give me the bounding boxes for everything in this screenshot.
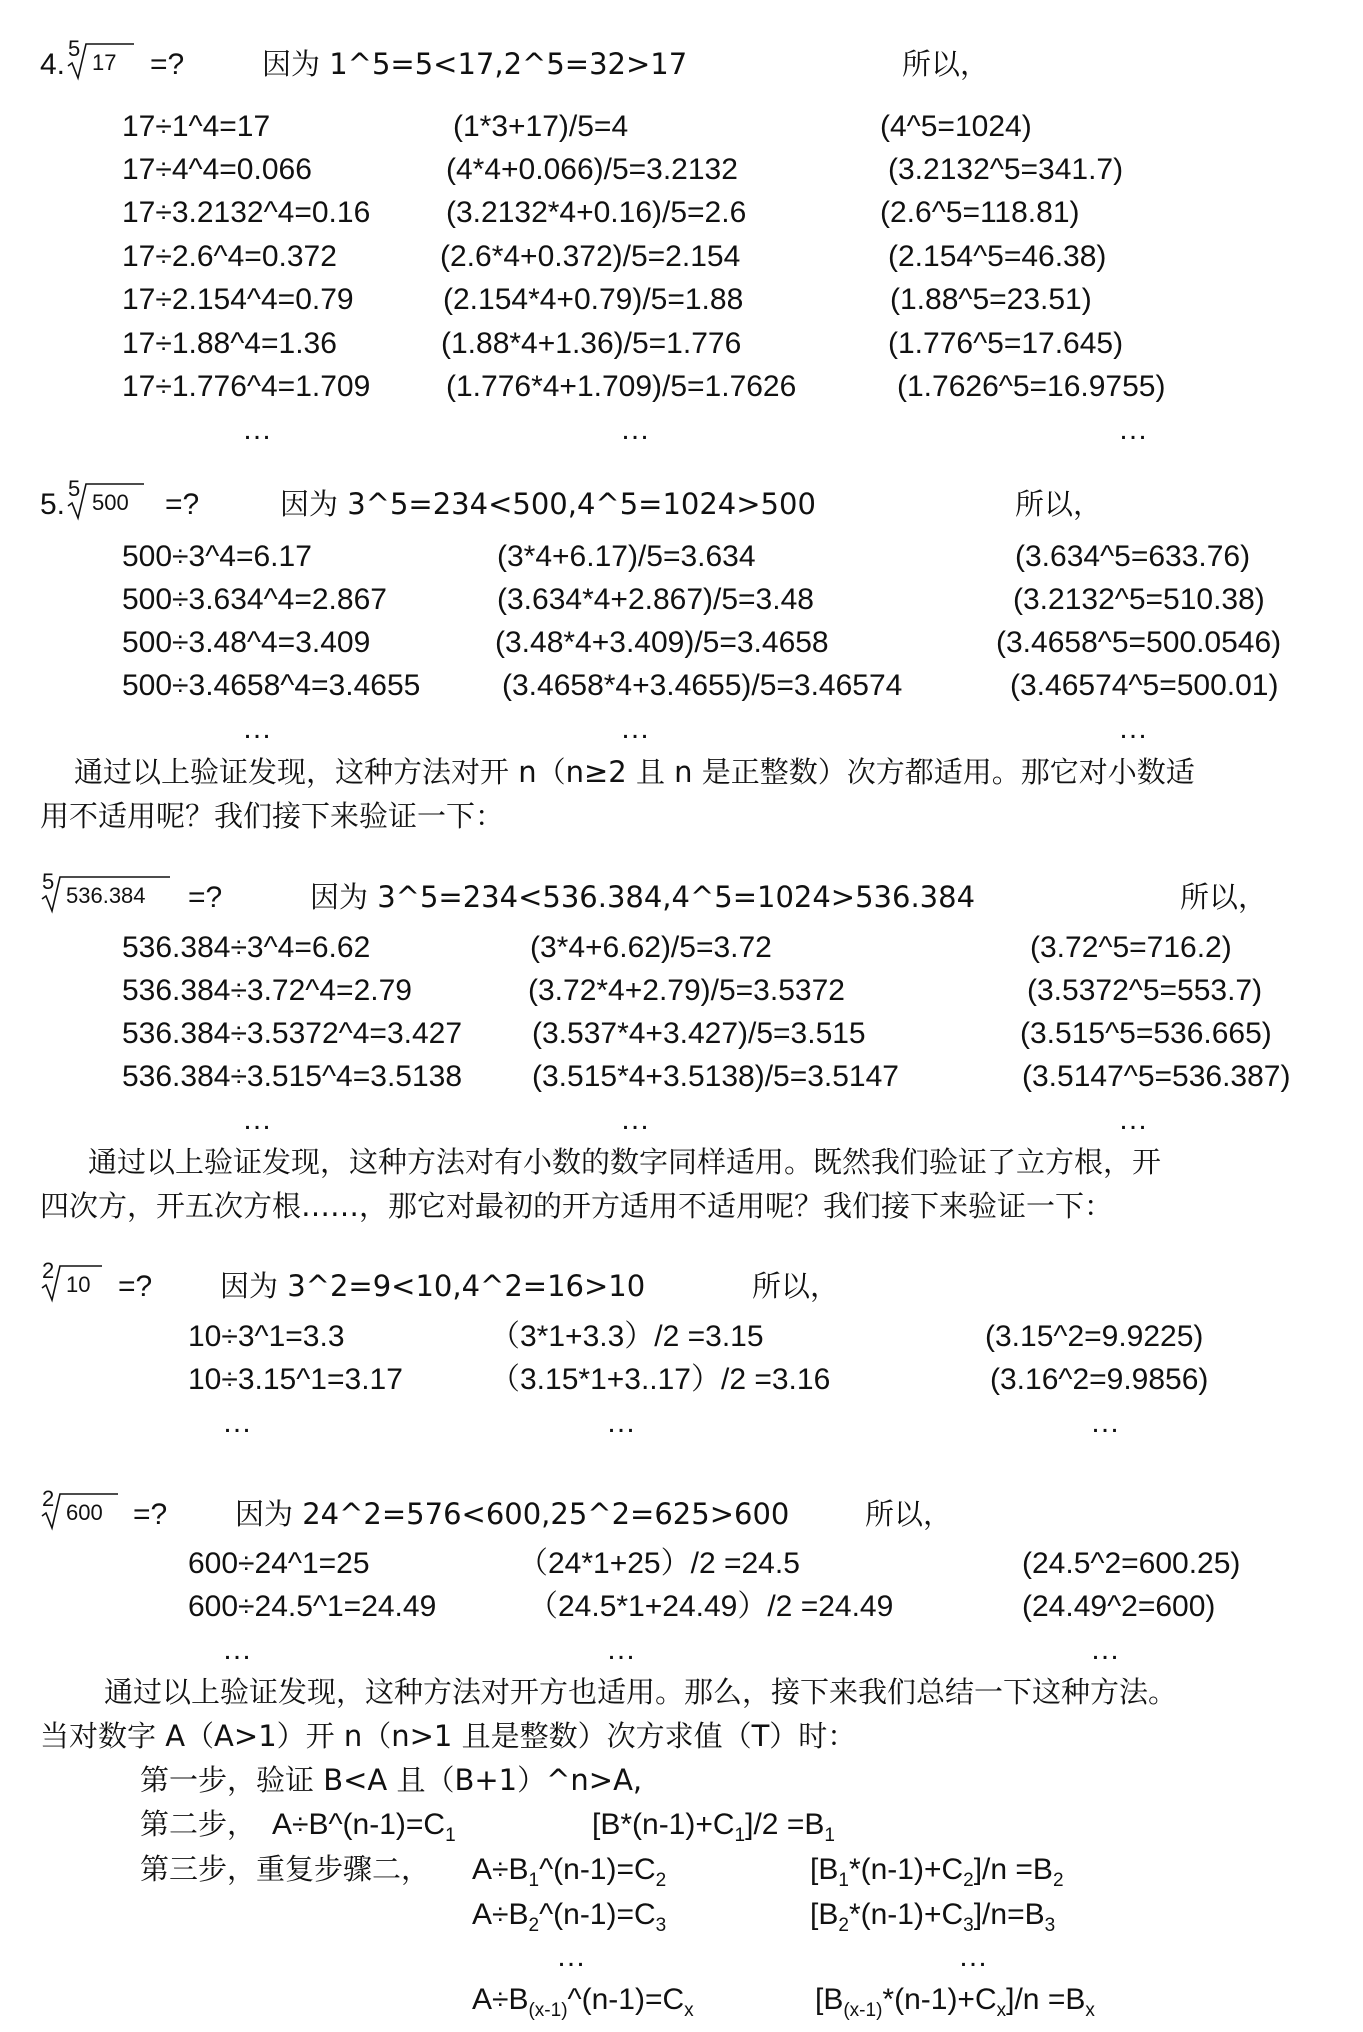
ex5-row1-division: 500÷3^4=6.17: [122, 540, 312, 573]
ex5-row2-division: 500÷3.634^4=2.867: [122, 583, 387, 616]
ex7-ellipsis-1: …: [222, 1406, 252, 1439]
ex7-radicand: 10: [66, 1272, 91, 1297]
ex7-row1-average: （3*1+3.3）/2 =3.15: [490, 1320, 764, 1353]
ex6-ellipsis-2: …: [620, 1103, 650, 1136]
ex4-radicand: 17: [92, 50, 117, 75]
ex4-equals-question: =?: [150, 48, 185, 81]
ex7-row2-average: （3.15*1+3..17）/2 =3.16: [490, 1363, 831, 1396]
ex5-ellipsis-2: …: [620, 712, 650, 745]
ex4-row1-division: 17÷1^4=17: [122, 110, 271, 143]
ex5-radical: [66, 476, 146, 522]
ex6-radical: [40, 869, 172, 915]
ex7-intro: 因为 3^2=9<10,4^2=16>10: [220, 1269, 646, 1303]
ex7-root-index: 2: [42, 1258, 55, 1283]
paragraph-3-line-1: 通过以上验证发现，这种方法对开方也适用。那么，接下来我们总结一下这种方法。: [104, 1675, 1178, 1709]
ex5-row2-average: (3.634*4+2.867)/5=3.48: [497, 583, 814, 616]
ex8-ellipsis-1: …: [222, 1633, 252, 1666]
ex5-row2-check: (3.2132^5=510.38): [1013, 583, 1265, 616]
ex5-row4-check: (3.46574^5=500.01): [1010, 669, 1279, 702]
ex6-row3-check: (3.515^5=536.665): [1020, 1017, 1272, 1050]
step-4-average: $[B_2*(n-1)+C_3]/n=B_3$: [810, 1898, 1056, 1936]
steps-ellipsis-2: …: [958, 1940, 988, 1973]
ex4-row4-check: (2.154^5=46.38): [888, 240, 1107, 273]
ex7-row1-division: 10÷3^1=3.3: [188, 1320, 345, 1353]
ex5-row3-average: (3.48*4+3.409)/5=3.4658: [495, 626, 829, 659]
step-3-label: 第三步，重复步骤二，: [140, 1852, 431, 1886]
ex6-row4-check: (3.5147^5=536.387): [1022, 1060, 1291, 1093]
ex6-row3-division: 536.384÷3.5372^4=3.427: [122, 1017, 463, 1050]
paragraph-2-line-1: 通过以上验证发现，这种方法对有小数的数字同样适用。既然我们验证了立方根，开: [88, 1145, 1162, 1179]
ex8-row2-division: 600÷24.5^1=24.49: [188, 1590, 437, 1623]
ex6-row2-check: (3.5372^5=553.7): [1027, 974, 1263, 1007]
ex4-row5-average: (2.154*4+0.79)/5=1.88: [443, 283, 744, 316]
ex5-row3-check: (3.4658^5=500.0546): [996, 626, 1282, 659]
ex5-root-index: 5: [68, 476, 81, 501]
ex5-ellipsis-1: …: [242, 712, 272, 745]
ex8-root-index: 2: [42, 1486, 55, 1511]
steps-ellipsis-1: …: [556, 1940, 586, 1973]
ex4-number: 4.: [40, 48, 66, 81]
ex4-row6-average: (1.88*4+1.36)/5=1.776: [441, 327, 742, 360]
ex6-radicand: 536.384: [66, 883, 146, 908]
ex8-intro: 因为 24^2=576<600,25^2=625>600: [235, 1497, 790, 1531]
step-5-average: $[B_{(x-1)}*(n-1)+C_x]/n =B_x$: [815, 1983, 1095, 2021]
ex4-row6-check: (1.776^5=17.645): [888, 327, 1124, 360]
ex8-row1-division: 600÷24^1=25: [188, 1547, 370, 1580]
ex4-row5-check: (1.88^5=23.51): [890, 283, 1092, 316]
ex6-row1-average: (3*4+6.62)/5=3.72: [530, 931, 772, 964]
ex4-row1-average: (1*3+17)/5=4: [453, 110, 629, 143]
ex5-row4-division: 500÷3.4658^4=3.4655: [122, 669, 421, 702]
ex6-ellipsis-1: …: [242, 1103, 272, 1136]
step-2-division: $A\div B\^{}(n-1)=C_1$: [272, 1808, 456, 1846]
ex6-equals-question: =?: [188, 881, 223, 914]
ex7-ellipsis-3: …: [1090, 1406, 1120, 1439]
ex7-equals-question: =?: [118, 1270, 153, 1303]
paragraph-1-line-2: 用不适用呢？我们接下来验证一下：: [40, 799, 505, 833]
paragraph-2-line-2: 四次方，开五次方根……，那它对最初的开方适用不适用呢？我们接下来验证一下：: [40, 1189, 1114, 1223]
ex8-row1-average: （24*1+25）/2 =24.5: [518, 1547, 800, 1580]
ex4-row4-division: 17÷2.6^4=0.372: [122, 240, 337, 273]
ex6-row2-average: (3.72*4+2.79)/5=3.5372: [528, 974, 845, 1007]
ex5-intro: 因为 3^5=234<500,4^5=1024>500: [280, 487, 816, 521]
ex4-intro: 因为 1^5=5<17,2^5=32>17: [262, 47, 688, 81]
paragraph-3-line-2: 当对数字 A（A>1）开 n（n>1 且是整数）次方求值（T）时：: [40, 1719, 857, 1753]
ex8-radicand: 600: [66, 1500, 103, 1525]
ex4-row2-division: 17÷4^4=0.066: [122, 153, 312, 186]
ex8-radical: [40, 1486, 120, 1532]
step-2-average: $[B*(n-1)+C_1]/2 =B_1$: [592, 1808, 835, 1846]
step-2-label: 第二步，: [140, 1807, 257, 1841]
ex7-radical: [40, 1258, 104, 1304]
ex5-row3-division: 500÷3.48^4=3.409: [122, 626, 371, 659]
ex4-so: 所以，: [902, 47, 990, 81]
step-3-average: $[B_1*(n-1)+C_2]/n =B_2$: [810, 1853, 1064, 1891]
ex5-ellipsis-3: …: [1118, 712, 1148, 745]
ex4-root-index: 5: [68, 36, 81, 61]
ex8-ellipsis-2: …: [606, 1633, 636, 1666]
ex8-row1-check: (24.5^2=600.25): [1022, 1547, 1241, 1580]
ex4-row7-division: 17÷1.776^4=1.709: [122, 370, 371, 403]
ex5-number: 5.: [40, 488, 66, 521]
ex7-so: 所以，: [752, 1269, 840, 1303]
step-4-division: $A\div B_2\^{}(n-1)=C_3$: [472, 1898, 667, 1936]
ex4-row6-division: 17÷1.88^4=1.36: [122, 327, 337, 360]
ex7-row2-check: (3.16^2=9.9856): [990, 1363, 1209, 1396]
step-3-division: $A\div B_1\^{}(n-1)=C_2$: [472, 1853, 667, 1891]
ex6-row3-average: (3.537*4+3.427)/5=3.515: [532, 1017, 866, 1050]
ex4-row7-check: (1.7626^5=16.9755): [897, 370, 1166, 403]
ex7-row1-check: (3.15^2=9.9225): [985, 1320, 1204, 1353]
ex4-ellipsis-1: …: [242, 413, 272, 446]
ex4-ellipsis-3: …: [1118, 413, 1148, 446]
ex4-row3-average: (3.2132*4+0.16)/5=2.6: [446, 196, 747, 229]
paragraph-1-line-1: 通过以上验证发现，这种方法对开 n（n≥2 且 n 是正整数）次方都适用。那它对小数适: [74, 755, 1195, 789]
ex8-row2-average: （24.5*1+24.49）/2 =24.49: [528, 1590, 894, 1623]
ex8-equals-question: =?: [133, 1498, 168, 1531]
ex6-row4-average: (3.515*4+3.5138)/5=3.5147: [532, 1060, 899, 1093]
ex5-row1-average: (3*4+6.17)/5=3.634: [497, 540, 756, 573]
ex4-row3-division: 17÷3.2132^4=0.16: [122, 196, 371, 229]
ex6-row2-division: 536.384÷3.72^4=2.79: [122, 974, 412, 1007]
ex6-ellipsis-3: …: [1118, 1103, 1148, 1136]
ex7-ellipsis-2: …: [606, 1406, 636, 1439]
ex4-row3-check: (2.6^5=118.81): [880, 196, 1080, 229]
ex6-intro: 因为 3^5=234<536.384,4^5=1024>536.384: [310, 880, 976, 914]
ex6-row4-division: 536.384÷3.515^4=3.5138: [122, 1060, 463, 1093]
ex4-row7-average: (1.776*4+1.709)/5=1.7626: [446, 370, 797, 403]
step-5-division: $A\div B_{(x-1)}\^{}(n-1)=C_x$: [472, 1983, 694, 2021]
ex6-row1-division: 536.384÷3^4=6.62: [122, 931, 371, 964]
ex6-so: 所以，: [1180, 880, 1268, 914]
ex4-row2-check: (3.2132^5=341.7): [888, 153, 1124, 186]
ex5-row4-average: (3.4658*4+3.4655)/5=3.46574: [502, 669, 903, 702]
ex5-radicand: 500: [92, 490, 129, 515]
ex6-row1-check: (3.72^5=716.2): [1030, 931, 1232, 964]
ex8-row2-check: (24.49^2=600): [1022, 1590, 1216, 1623]
ex8-ellipsis-3: …: [1090, 1633, 1120, 1666]
ex4-row5-division: 17÷2.154^4=0.79: [122, 283, 354, 316]
ex4-row4-average: (2.6*4+0.372)/5=2.154: [440, 240, 741, 273]
ex4-radical: [66, 36, 136, 82]
ex4-row1-check: (4^5=1024): [880, 110, 1032, 143]
ex4-row2-average: (4*4+0.066)/5=3.2132: [446, 153, 738, 186]
ex7-row2-division: 10÷3.15^1=3.17: [188, 1363, 403, 1396]
ex6-root-index: 5: [42, 869, 55, 894]
ex5-so: 所以，: [1015, 487, 1103, 521]
step-1: 第一步，验证 B<A 且（B+1）^n>A,: [140, 1763, 643, 1797]
ex8-so: 所以，: [865, 1497, 953, 1531]
ex4-ellipsis-2: …: [620, 413, 650, 446]
ex5-equals-question: =?: [165, 488, 200, 521]
ex5-row1-check: (3.634^5=633.76): [1015, 540, 1251, 573]
